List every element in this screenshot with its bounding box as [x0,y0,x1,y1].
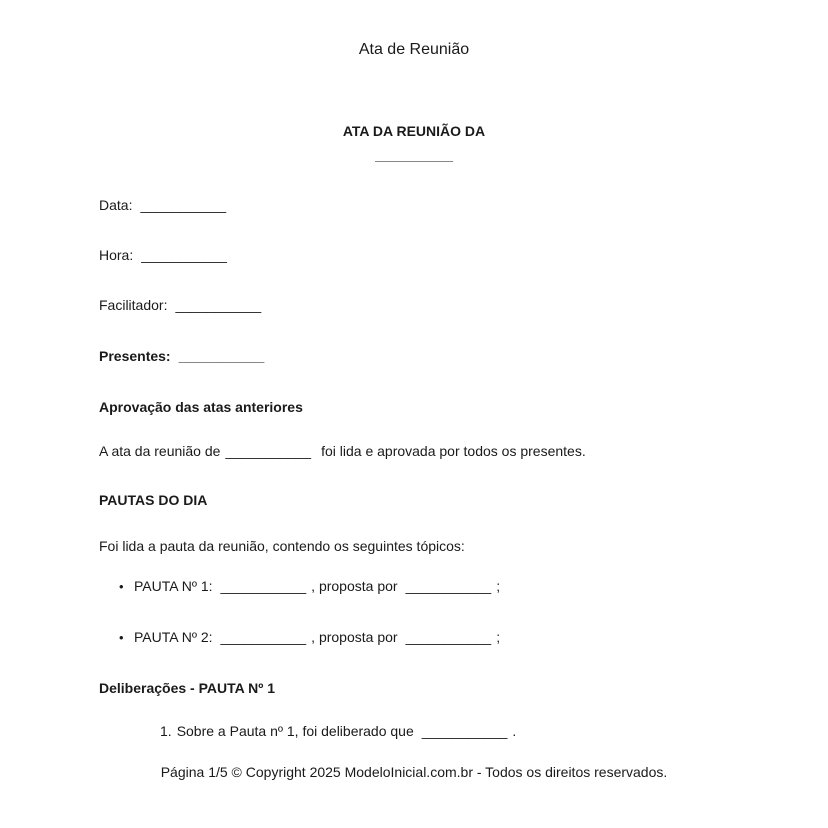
blank-line-presentes: ___________ [178,348,265,364]
field-label-facilitador: Facilitador: [99,297,168,313]
pauta-list-item-1 [119,578,500,595]
deliberacao-text: Sobre a Pauta nº 1, foi deliberado que [176,723,414,739]
paragraph-aprovacao [99,443,586,459]
bullet-icon: • [119,630,124,645]
pauta-1-middle-text: , proposta por [311,578,398,594]
field-row-hora [99,247,227,263]
document-heading: ATA DA REUNIÃO DA [342,123,486,139]
blank-line-pauta-1b: ___________ [405,578,492,594]
blank-line-aprovacao: ___________ [225,443,312,459]
aprovacao-text-after: foi lida e aprovada por todos os presentes. [321,443,586,459]
blank-line-deliberacao: ___________ [421,723,508,739]
field-label-data: Data: [99,197,133,213]
paragraph-pautas-intro: Foi lida a pauta da reunião, contendo os seguintes tópicos: [99,538,465,554]
field-label-presentes: Presentes: [99,348,171,364]
blank-line-hora: ___________ [141,247,227,263]
page-title: Ata de Reunião [358,41,470,58]
item-number: 1. [160,723,172,739]
heading-blank-line: __________ [375,147,453,163]
blank-line-data: ___________ [140,197,227,213]
pauta-2-middle-text: , proposta por [311,629,398,645]
section-heading-aprovacao: Aprovação das atas anteriores [99,399,303,415]
pauta-1-suffix: ; [496,578,501,594]
deliberacao-suffix: . [512,723,517,739]
section-heading-pautas: PAUTAS DO DIA [99,492,208,508]
blank-line-pauta-1a: ___________ [220,578,307,594]
blank-line-facilitador: ___________ [175,297,262,313]
pauta-2-suffix: ; [496,629,501,645]
deliberacao-list-item-1 [160,723,516,739]
field-row-presentes [99,348,264,364]
pauta-list-item-2 [119,629,500,646]
pauta-1-label: PAUTA Nº 1: [134,578,213,594]
field-row-data [99,197,226,213]
page-footer: Página 1/5 © Copyright 2025 ModeloInicial.com.br - Todos os direitos reservados. [160,764,668,780]
aprovacao-text-before: A ata da reunião de [99,443,221,459]
blank-line-pauta-2a: ___________ [220,629,307,645]
pauta-2-label: PAUTA Nº 2: [134,629,213,645]
field-row-facilitador [99,297,261,313]
blank-line-pauta-2b: ___________ [405,629,492,645]
bullet-icon: • [119,579,124,594]
field-label-hora: Hora: [99,247,134,263]
section-heading-deliberacoes: Deliberações - PAUTA Nº 1 [99,680,276,696]
